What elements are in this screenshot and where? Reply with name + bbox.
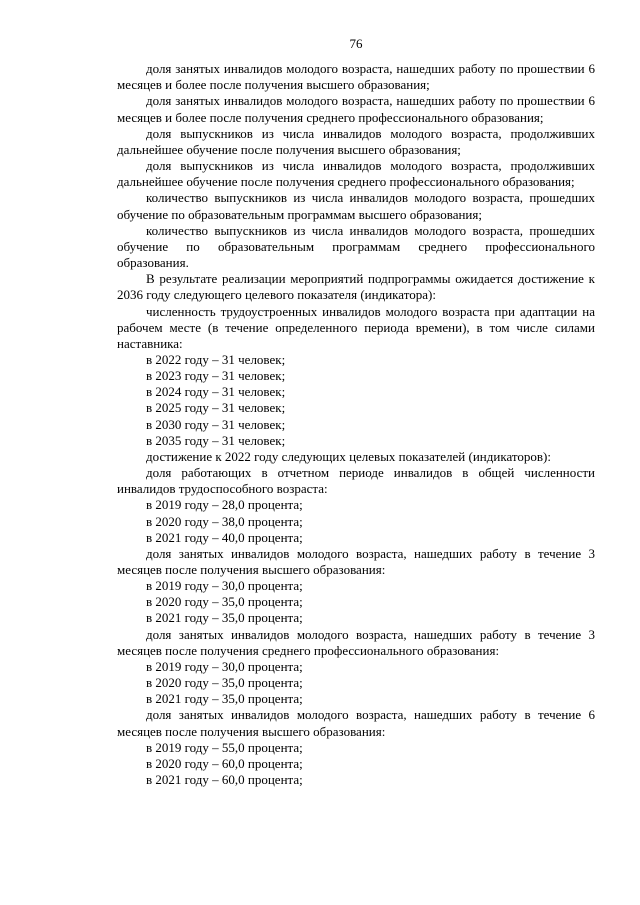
paragraph: количество выпускников из числа инвалидов молодого возраста, прошедших обучение по образовательным программам высшего образования; [117, 190, 595, 222]
list-item: в 2019 году – 55,0 процента; [146, 739, 303, 755]
list-item: в 2020 году – 60,0 процента; [146, 755, 303, 771]
document-body [117, 61, 595, 788]
paragraph: доля выпускников из числа инвалидов молодого возраста, продолживших дальнейшее обучение после получения среднего профессионального образования; [117, 158, 595, 190]
paragraph: доля работающих в отчетном периоде инвалидов в общей численности инвалидов трудоспособного возраста: [117, 465, 595, 497]
paragraph: доля занятых инвалидов молодого возраста, нашедших работу в течение 6 месяцев после получения высшего образования: [117, 707, 595, 739]
list-item: в 2022 году – 31 человек; [146, 351, 286, 367]
paragraph: доля занятых инвалидов молодого возраста, нашедших работу в течение 3 месяцев после получения среднего профессионального образования: [117, 626, 595, 658]
list-item: в 2020 году – 35,0 процента; [146, 594, 303, 610]
list-item: в 2019 году – 28,0 процента; [146, 497, 303, 513]
list-item: в 2021 году – 35,0 процента; [146, 691, 303, 707]
page-number: 76 [349, 36, 363, 51]
list-item: в 2020 году – 35,0 процента; [146, 675, 303, 691]
list-item: в 2021 году – 60,0 процента; [146, 772, 303, 788]
paragraph: доля занятых инвалидов молодого возраста, нашедших работу по прошествии 6 месяцев и более после получения среднего профессионального образования; [117, 93, 595, 125]
list-item: в 2021 году – 35,0 процента; [146, 610, 303, 626]
list-item: в 2030 году – 31 человек; [146, 416, 286, 432]
list-item: в 2035 году – 31 человек; [146, 432, 286, 448]
document-page [117, 36, 595, 788]
list-item: в 2019 году – 30,0 процента; [146, 658, 303, 674]
paragraph: количество выпускников из числа инвалидов молодого возраста, прошедших обучение по образовательным программам среднего профессионального образования. [117, 222, 595, 271]
list-item: в 2024 году – 31 человек; [146, 384, 286, 400]
list-item: в 2025 году – 31 человек; [146, 400, 286, 416]
list-item: в 2020 году – 38,0 процента; [146, 513, 303, 529]
list-item: в 2019 году – 30,0 процента; [146, 578, 303, 594]
paragraph: доля выпускников из числа инвалидов молодого возраста, продолживших дальнейшее обучение после получения высшего образования; [117, 125, 595, 157]
list-item: в 2021 году – 40,0 процента; [146, 529, 303, 545]
list-item: достижение к 2022 году следующих целевых показателей (индикаторов): [146, 448, 551, 464]
list-item: в 2023 году – 31 человек; [146, 368, 286, 384]
paragraph: доля занятых инвалидов молодого возраста, нашедших работу по прошествии 6 месяцев и более после получения высшего образования; [117, 61, 595, 93]
paragraph: численность трудоустроенных инвалидов молодого возраста при адаптации на рабочем месте (в течение определенного периода времени), в том числе силами наставника: [117, 303, 595, 351]
paragraph: доля занятых инвалидов молодого возраста, нашедших работу в течение 3 месяцев после получения высшего образования: [117, 545, 595, 577]
paragraph: В результате реализации мероприятий подпрограммы ожидается достижение к 2036 году следующего целевого показателя (индикатора): [117, 271, 595, 303]
